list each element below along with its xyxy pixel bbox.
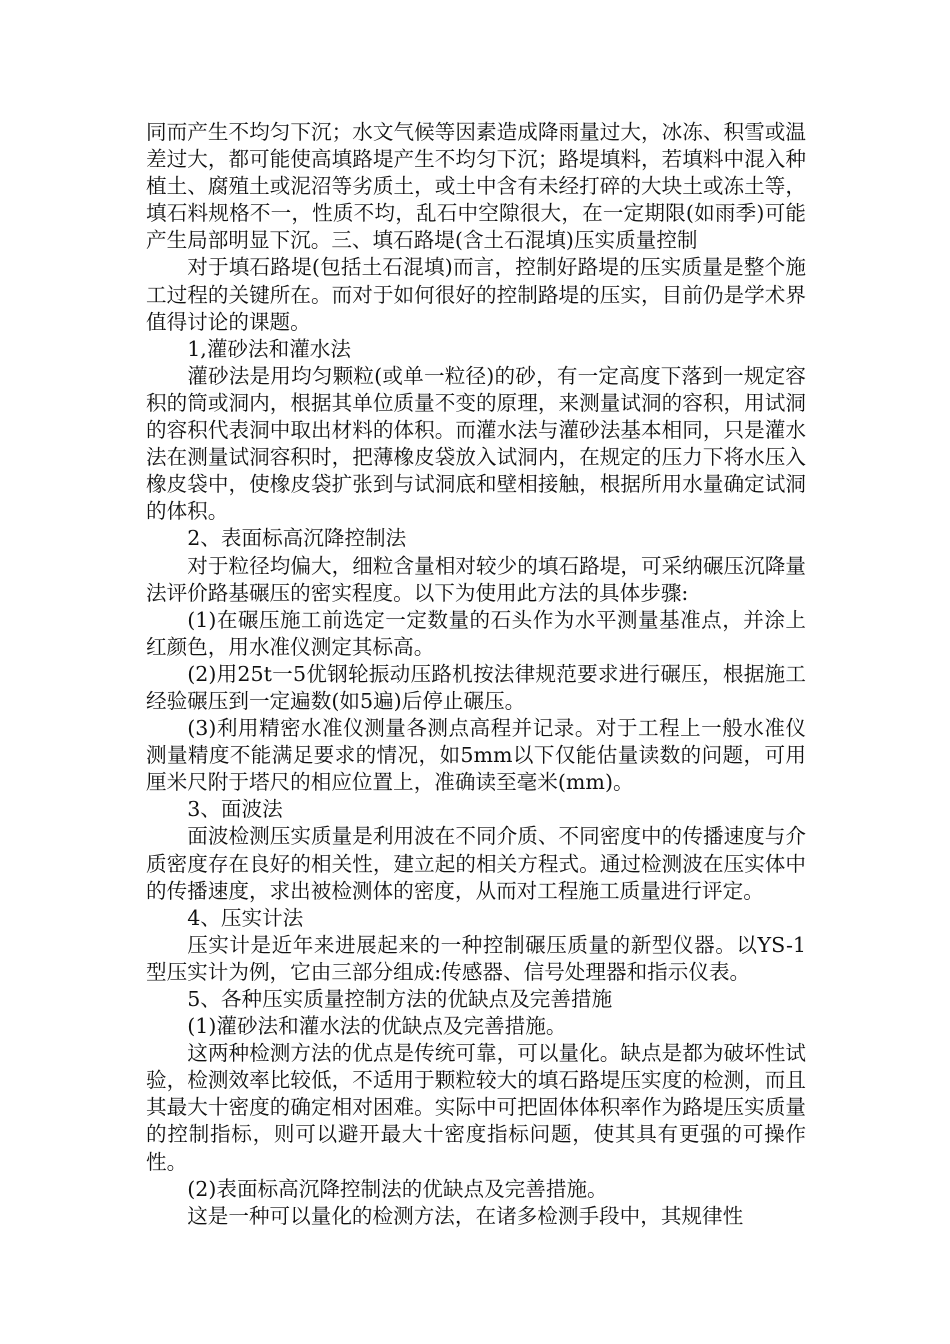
paragraph-sand-water-method: 灌砂法是用均匀颗粒(或单一粒径)的砂，有一定高度下落到一规定容积的筒或洞内，根据其单位质量不变的原理，来测量试洞的容积，用试洞的容积代表洞中取出材料的体积。而灌水法与灌砂法基本相同，只是灌水法在测量试洞容积时，把薄橡皮袋放入试洞内，在规定的压力下将水压入橡皮袋中，使橡皮袋扩张到与试洞底和壁相接触，根据所用水量确定试洞的体积。 bbox=[146, 363, 806, 524]
step-1: (1)在碾压施工前选定一定数量的石头作为水平测量基准点，并涂上红颜色，用水准仪测定其标高。 bbox=[146, 607, 806, 659]
subheading-sand-water-pros-cons: (1)灌砂法和灌水法的优缺点及完善措施。 bbox=[187, 1014, 567, 1039]
paragraph-compaction-meter-method: 压实计是近年来进展起来的一种控制碾压质量的新型仪器。以YS-1型压实计为例，它由三部分组成:传感器、信号处理器和指示仪表。 bbox=[146, 932, 806, 984]
step-3: (3)利用精密水准仪测量各测点高程并记录。对于工程上一般水准仪测量精度不能满足要求的情况，如5mm以下仅能估量读数的问题，可用厘米尺附于塔尺的相应位置上，准确读至毫米(mm)。 bbox=[146, 716, 806, 795]
paragraph-continuation: 同而产生不均匀下沉；水文气候等因素造成降雨量过大，冰冻、积雪或温差过大，都可能使高填路堤产生不均匀下沉；路堤填料，若填料中混入种植土、腐殖土或泥沼等劣质土，或土中含有未经打碎的大块土或冻土等，填石料规格不一，性质不均，乱石中空隙很大，在一定期限(如雨季)可能产生局部明显下沉。三、填石路堤(含土石混填)压实质量控制 bbox=[146, 120, 806, 253]
paragraph-surface-wave-method: 面波检测压实质量是利用波在不同介质、不同密度中的传播速度与介质密度存在良好的相关性，建立起的相关方程式。通过检测波在压实体中的传播速度，求出被检测体的密度，从而对工程施工质量进行评定。 bbox=[146, 824, 806, 903]
paragraph-settlement-pros-cons: 这是一种可以量化的检测方法，在诸多检测手段中，其规律性 bbox=[187, 1203, 744, 1228]
heading-surface-wave-method: 3、面波法 bbox=[187, 797, 283, 822]
paragraph-sand-water-pros-cons: 这两种检测方法的优点是传统可靠，可以量化。缺点是都为破坏性试验，检测效率比较低，不适用于颗粒较大的填石路堤压实度的检测，而且其最大十密度的确定相对困难。实际中可把固体体积率作为路堤压实质量的控制指标，则可以避开最大十密度指标问题，使其具有更强的可操作性。 bbox=[146, 1041, 806, 1174]
paragraph-intro: 对于填石路堤(包括土石混填)而言，控制好路堤的压实质量是整个施工过程的关键所在。而对于如何很好的控制路堤的压实，目前仍是学术界值得讨论的课题。 bbox=[146, 255, 806, 334]
subheading-settlement-pros-cons: (2)表面标高沉降控制法的优缺点及完善措施。 bbox=[187, 1176, 608, 1201]
document-body bbox=[146, 119, 806, 1230]
heading-compaction-meter-method: 4、压实计法 bbox=[187, 905, 304, 930]
heading-sand-water-method: 1,灌砂法和灌水法 bbox=[187, 336, 351, 361]
heading-comparison: 5、各种压实质量控制方法的优缺点及完善措施 bbox=[187, 987, 613, 1011]
paragraph-surface-settlement-method: 对于粒径均偏大，细粒含量相对较少的填石路堤，可采纳碾压沉降量法评价路基碾压的密实程度。以下为使用此方法的具体步骤: bbox=[146, 553, 806, 605]
heading-surface-settlement-method: 2、表面标高沉降控制法 bbox=[187, 526, 407, 551]
step-2: (2)用25t一5优钢轮振动压路机按法律规范要求进行碾压，根据施工经验碾压到一定遍数(如5遍)后停止碾压。 bbox=[146, 661, 806, 713]
